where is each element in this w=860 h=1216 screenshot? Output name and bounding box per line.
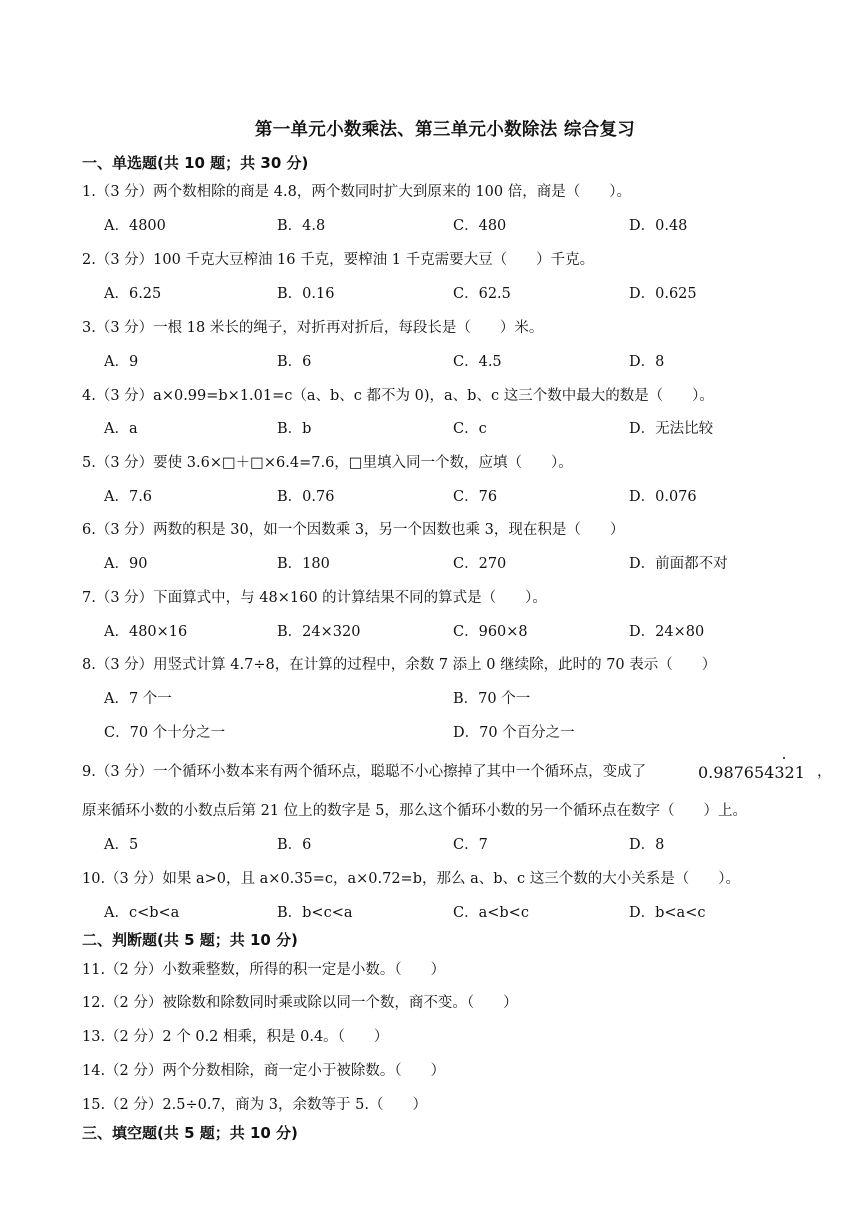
q1-option-b: B．4.8 xyxy=(277,218,326,234)
q5-option-c: C．76 xyxy=(453,489,498,505)
q10-option-d: D．b<a<c xyxy=(629,905,706,921)
q9-option-d: D．8 xyxy=(629,837,665,853)
q6-option-b: B．180 xyxy=(277,556,330,572)
q3-option-c: C．4.5 xyxy=(453,354,502,370)
q5-option-a: A．7.6 xyxy=(104,489,153,505)
q7-option-d: D．24×80 xyxy=(629,624,705,640)
question-10: 10.（3 分）如果 a>0，且 a×0.35=c，a×0.72=b，那么 a、b、c 这三个数的大小关系是（ ）。 xyxy=(82,871,741,887)
q9-option-b: B．6 xyxy=(277,837,312,853)
q5-option-b: B．0.76 xyxy=(277,489,335,505)
q9-option-c: C．7 xyxy=(453,837,488,853)
q2-option-c: C．62.5 xyxy=(453,286,511,302)
q8-option-d: D．70 个百分之一 xyxy=(453,725,575,741)
question-8: 8.（3 分）用竖式计算 4.7÷8，在计算的过程中，余数 7 添上 0 继续除，此时的 70 表示（ ） xyxy=(82,657,717,673)
q6-option-d: D．前面都不对 xyxy=(629,556,728,572)
repeating-decimal: 0.987654321 xyxy=(698,763,805,782)
q7-option-c: C．960×8 xyxy=(453,624,528,640)
q2-option-b: B．0.16 xyxy=(277,286,335,302)
q3-option-b: B．6 xyxy=(277,354,312,370)
repeating-dot-mark xyxy=(783,757,785,759)
q1-option-a: A．4800 xyxy=(104,218,166,234)
q3-option-d: D．8 xyxy=(629,354,665,370)
q10-option-c: C．a<b<c xyxy=(453,905,529,921)
q6-option-c: C．270 xyxy=(453,556,507,572)
q8-option-c: C．70 个十分之一 xyxy=(104,725,226,741)
q2-option-d: D．0.625 xyxy=(629,286,697,302)
judgment-11: 11.（2 分）小数乘整数，所得的积一定是小数。（ ） xyxy=(82,962,446,978)
question-7: 7.（3 分）下面算式中，与 48×160 的计算结果不同的算式是（ ）。 xyxy=(82,590,547,606)
section-heading-single-choice: 一、单选题(共 10 题；共 30 分) xyxy=(82,154,309,172)
section-heading-fill-in: 三、填空题(共 5 题；共 10 分) xyxy=(82,1124,298,1142)
judgment-12: 12.（2 分）被除数和除数同时乘或除以同一个数，商不变。（ ） xyxy=(82,995,518,1011)
judgment-15: 15.（2 分）2.5÷0.7，商为 3，余数等于 5.（ ） xyxy=(82,1097,427,1113)
page-title: 第一单元小数乘法、第三单元小数除法 综合复习 xyxy=(254,120,636,140)
q9-option-a: A．5 xyxy=(104,837,139,853)
question-4: 4.（3 分）a×0.99=b×1.01=c（a、b、c 都不为 0)，a、b、c 这三个数中最大的数是（ ）。 xyxy=(82,388,714,404)
q1-option-d: D．0.48 xyxy=(629,218,688,234)
question-5: 5.（3 分）要使 3.6×□＋□×6.4=7.6，□里填入同一个数，应填（ ）。 xyxy=(82,455,573,471)
q6-option-a: A．90 xyxy=(104,556,148,572)
judgment-14: 14.（2 分）两个分数相除，商一定小于被除数。（ ） xyxy=(82,1063,446,1079)
question-9: 9.（3 分）一个循环小数本来有两个循环点，聪聪不小心擦掉了其中一个循环点，变成了 xyxy=(82,764,647,780)
q4-option-d: D．无法比较 xyxy=(629,421,714,437)
q10-option-a: A．c<b<a xyxy=(104,905,180,921)
judgment-13: 13.（2 分）2 个 0.2 相乘，积是 0.4。（ ） xyxy=(82,1029,389,1045)
q4-option-b: B．b xyxy=(277,421,312,437)
question-2: 2.（3 分）100 千克大豆榨油 16 千克，要榨油 1 千克需要大豆（ ）千克。 xyxy=(82,252,595,268)
q5-option-d: D．0.076 xyxy=(629,489,697,505)
question-3: 3.（3 分）一根 18 米长的绳子，对折再对折后，每段长是（ ）米。 xyxy=(82,320,544,336)
q7-option-a: A．480×16 xyxy=(104,624,188,640)
question-6: 6.（3 分）两数的积是 30，如一个因数乘 3，另一个因数也乘 3，现在积是（ ） xyxy=(82,522,625,538)
question-9-continued: 原来循环小数的小数点后第 21 位上的数字是 5，那么这个循环小数的另一个循环点在数字（ ）上。 xyxy=(82,803,747,819)
q1-option-c: C．480 xyxy=(453,218,507,234)
q10-option-b: B．b<c<a xyxy=(277,905,353,921)
q8-option-b: B．70 个一 xyxy=(453,691,531,707)
section-heading-judgment: 二、判断题(共 5 题；共 10 分) xyxy=(82,931,298,949)
q7-option-b: B．24×320 xyxy=(277,624,361,640)
q4-option-a: A．a xyxy=(104,421,138,437)
q8-option-a: A．7 个一 xyxy=(104,691,172,707)
q2-option-a: A．6.25 xyxy=(104,286,162,302)
question-1: 1.（3 分）两个数相除的商是 4.8，两个数同时扩大到原来的 100 倍，商是（ ）。 xyxy=(82,184,631,200)
q4-option-c: C．c xyxy=(453,421,487,437)
question-9-comma: ， xyxy=(817,764,832,780)
q3-option-a: A．9 xyxy=(104,354,139,370)
